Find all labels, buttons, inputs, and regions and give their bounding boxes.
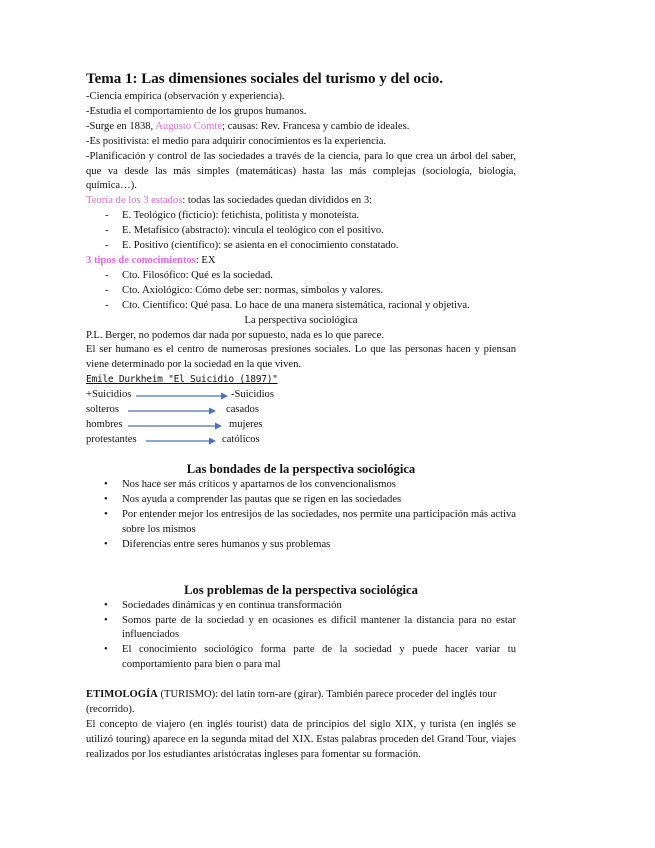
bondades-title: Las bondades de la perspectiva sociológica: [186, 462, 416, 477]
arrow-right-label: casados: [226, 404, 259, 416]
arrow-left-label: +Suicidios: [86, 389, 132, 401]
list-item: - Cto. Filosófico: Qué es la sociedad.: [122, 269, 516, 284]
arrow-left-label: solteros: [86, 404, 119, 416]
arrow-right-icon: [128, 421, 222, 431]
durkheim-line: Emile Durkheim "El Suicidio (1897)": [86, 374, 278, 386]
surge-line: -Surge en 1838, Augusto Comte; causas: Rev. Francesa y cambio de ideales.: [86, 120, 410, 132]
arrow-right-icon: [146, 436, 216, 446]
arrow-right-label: católicos: [222, 434, 260, 446]
arrow-right-icon: [136, 391, 228, 401]
list-item: • Diferencias entre seres humanos y sus problemas: [122, 538, 516, 553]
list-item: • El conocimiento sociológico forma parte de la sociedad y puede hacer variar tu comportamiento para bien o para mal: [122, 643, 516, 673]
arrow-row: [86, 418, 516, 433]
problemas-title: Los problemas de la perspectiva sociológica: [184, 582, 418, 597]
intro-line: -Ciencia empírica (observación y experiencia).: [86, 91, 285, 102]
arrow-row: [86, 388, 516, 403]
conocimientos-list: [86, 269, 516, 314]
intro-line: -Estudia el comportamiento de los grupos humanos.: [86, 105, 307, 117]
arrow-row: [86, 403, 516, 418]
etimologia-paragraph: ETIMOLOGÍA (TURISMO): del latín torn-are (girar). También parece proceder del inglés tour (recorrido).: [86, 689, 497, 716]
problemas-list: [86, 599, 516, 674]
list-item: - Cto. Científico: Qué pasa. Lo hace de una manera sistemática, racional y objetiva.: [122, 299, 516, 314]
arrow-right-label: mujeres: [229, 419, 263, 431]
perspectiva-title: La perspectiva sociológica: [244, 314, 358, 326]
list-item: • Nos hace ser más críticos y apartarnos de los convencionalismos: [122, 478, 516, 493]
conocimientos-heading: 3 tipos de conocimientos: EX: [86, 254, 216, 266]
estados-list: [86, 209, 516, 254]
arrow-right-label: -Suicidios: [231, 389, 274, 401]
estados-heading: Teoría de los 3 estados: todas las sociedades quedan divididos en 3:: [86, 195, 373, 207]
ser-humano-paragraph: El ser humano es el centro de numerosas presiones sociales. Lo que las personas hacen y piensan viene determinado por la sociedad en la que viven.: [86, 344, 516, 371]
bondades-list: [86, 478, 516, 553]
list-item: - E. Teológico (ficticio): fetichista, politista y monoteísta.: [122, 209, 516, 224]
list-item: - Cto. Axiológico: Cómo debe ser: normas, símbolos y valores.: [122, 284, 516, 299]
berger-line: P.L. Berger, no podemos dar nada por supuesto, nada es lo que parece.: [86, 329, 384, 341]
list-item: • Somos parte de la sociedad y en ocasiones es difícil mantener la distancia para no estar influenciados: [122, 614, 516, 644]
arrow-left-label: protestantes: [86, 434, 137, 446]
arrow-right-icon: [128, 406, 216, 416]
list-item: • Por entender mejor los entresijos de las sociedades, nos permite una participación más activa sobre los mismos: [122, 508, 516, 538]
etimologia-paragraph-2: El concepto de viajero (en inglés tourist) data de principios del siglo XIX, y turista (en inglés se utilizó touring) aparece en la segunda mitad del XIX. Estas palabras proceden del Grand Tour, viajes realizados por los estudiantes aristócratas ingleses para fomentar su formación.: [86, 719, 516, 760]
comte-name: Augusto Comte: [155, 120, 223, 132]
list-item: • Sociedades dinámicas y en continua transformación: [122, 599, 516, 614]
positivista-line: -Es positivista: el medio para adquirir conocimientos es la experiencia.: [86, 135, 387, 147]
arrow-left-label: hombres: [86, 419, 123, 431]
planificacion-paragraph: -Planificación y control de las sociedades a través de la ciencia, para lo que crea un árbol del saber, que va desde las más simples (matemáticas) hasta las más complejas (sociología, biología, química…).: [86, 150, 516, 192]
page-title: Tema 1: Las dimensiones sociales del turismo y del ocio.: [86, 71, 443, 87]
list-item: • Nos ayuda a comprender las pautas que se rigen en las sociedades: [122, 493, 516, 508]
list-item: - E. Positivo (científico): se asienta en el conocimiento constatado.: [122, 239, 516, 254]
list-item: - E. Metafísico (abstracto): vincula el teológico con el positivo.: [122, 224, 516, 239]
arrow-row: [86, 433, 516, 448]
document-page: [86, 70, 516, 763]
